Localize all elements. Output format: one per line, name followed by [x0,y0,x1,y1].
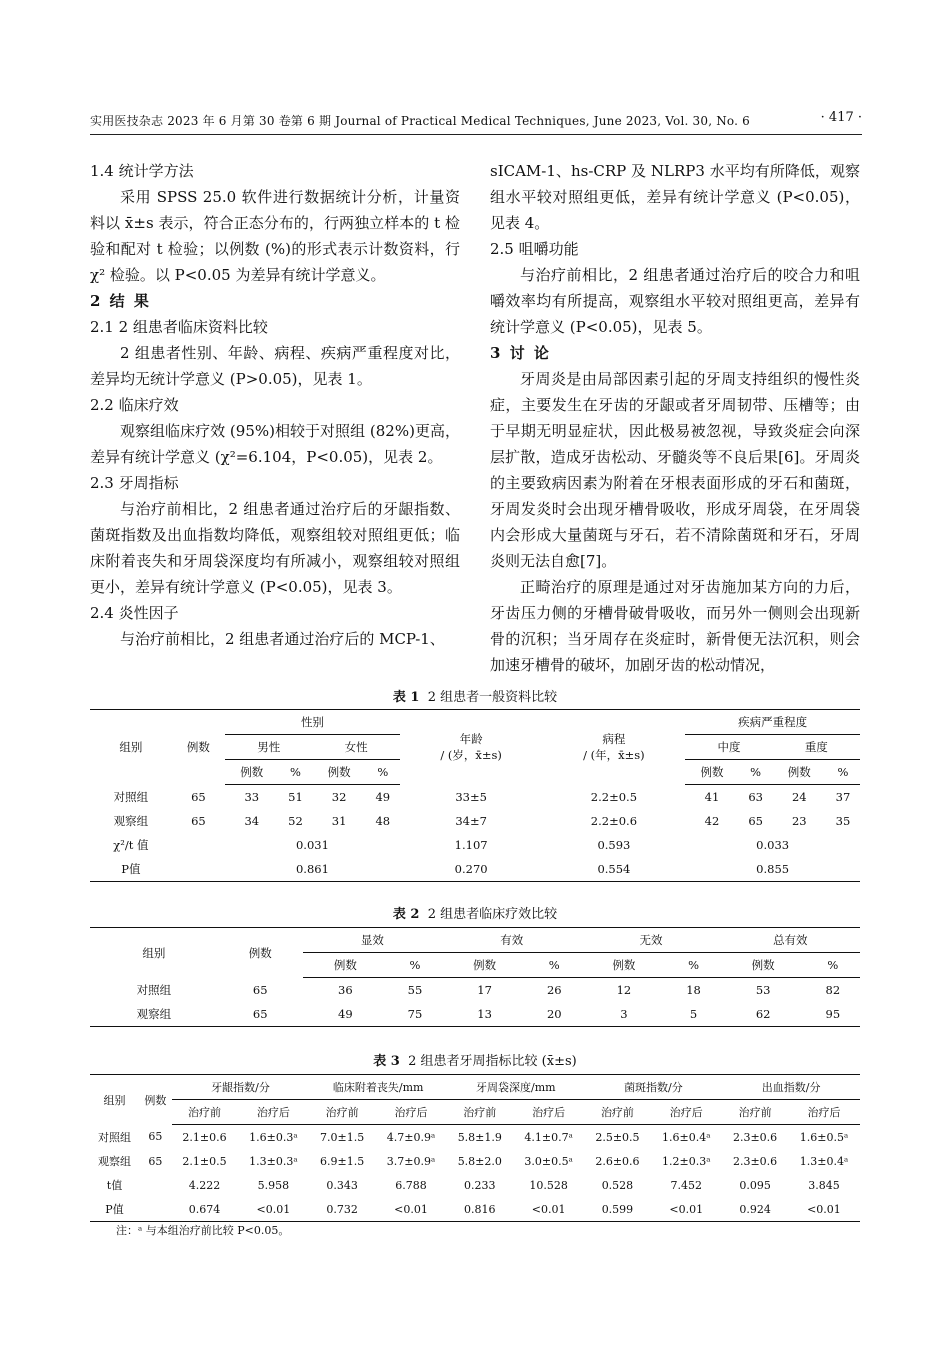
cell: 35 [835,814,851,828]
section-title: 2.1 2 组患者临床资料比较 [90,318,268,336]
table1-caption [90,686,860,705]
cell: 36 [338,983,353,997]
cell: 33±5 [455,789,487,804]
cell: 24 [791,790,807,804]
cell: 5.8±2.0 [457,1154,502,1168]
section-title: 3 讨 论 [490,344,551,362]
cell: 0.033 [756,838,790,852]
table-row [90,833,860,857]
cell: 1.3±0.3ᵃ [249,1154,298,1168]
col-header: 例数 [581,953,666,978]
cell: 53 [755,983,771,997]
col-header: 例数 [172,710,225,785]
cell: 0.031 [295,838,329,852]
table-row [90,1149,860,1173]
cell: 0.095 [739,1178,771,1192]
table-title: 2 组患者牙周指标比较 (x̄±s) [408,1054,577,1069]
cell: <0.01 [375,1197,447,1222]
table-title: 2 组患者临床疗效比较 [427,907,558,922]
cell: 62 [721,1002,806,1027]
table-row [90,809,860,833]
col-header: 治疗前 [447,1100,513,1125]
cell: 65 [148,1154,163,1168]
col-header: 组别 [90,1075,139,1125]
table-row [90,1173,860,1197]
left-column [90,158,460,652]
cell: 1.6±0.3ᵃ [249,1130,298,1144]
table-title: 2 组患者一般资料比较 [427,690,558,705]
cell: 2.3±0.6 [732,1154,778,1168]
cell: <0.01 [788,1197,860,1222]
cell: 3.845 [808,1178,840,1192]
cell: 65 [218,1002,303,1027]
col-header: % [666,953,720,978]
cell: 65 [748,814,763,828]
col-header: 例数 [218,928,303,978]
cell: 0.343 [326,1178,358,1192]
cell: 5 [666,1002,720,1027]
col-header: 女性 [312,735,399,760]
table2 [90,927,860,1027]
cell: 34±7 [455,814,487,828]
section-title: 2.5 咀嚼功能 [490,240,579,258]
paragraph: sICAM-1、hs-CRP 及 NLRP3 水平均有所降低，观察组水平较对照组更低，差异有统计学意义 (P<0.05)，见表 4。 [490,162,860,232]
col-header: 治疗前 [722,1100,788,1125]
paragraph: 观察组临床疗效 (95%)相较于对照组 (82%)更高，差异有统计学意义 (χ²=6.104，P<0.05)，见表 2。 [90,422,460,466]
table-note: 注：ᵃ 与本组治疗前比较 P<0.05。 [116,1224,290,1237]
cell: 对照组 [136,982,172,997]
col-header: 治疗后 [788,1100,860,1125]
cell: 65 [148,1130,163,1144]
col-header: 例数 [773,760,826,785]
cell: 4.1±0.7ᵃ [524,1130,573,1144]
cell: 3.7±0.9ᵃ [386,1154,436,1168]
table3-caption [90,1050,860,1069]
cell: 4.222 [188,1178,221,1192]
section-title: 2.4 炎性因子 [90,604,179,622]
cell: 2.2±0.5 [590,789,638,804]
running-header [90,110,862,135]
col-header: 总有效 [721,928,860,953]
col-header [400,710,543,785]
col-header: % [806,953,860,978]
cell: 1.3±0.4ᵃ [799,1154,849,1168]
col-header: 临床附着丧失/mm [309,1075,447,1100]
cell: 观察组 [98,1155,131,1168]
paragraph: 与治疗前相比，2 组患者通过治疗后的咬合力和咀嚼效率均有所提高，观察组水平较对照组更高，差异有统计学意义 (P<0.05)，见表 5。 [490,266,860,336]
cell: 0.528 [601,1178,634,1192]
cell: 4.7±0.9ᵃ [386,1130,436,1144]
cell: 3 [581,1002,666,1027]
col-header: 疾病严重程度 [685,710,860,735]
col-header: 菌斑指数/分 [585,1075,723,1100]
cell: 49 [375,790,391,804]
col-header: 例数 [225,760,278,785]
table-row [90,785,860,810]
col-header: 组别 [90,710,172,785]
cell: <0.01 [237,1197,309,1222]
col-header: 性别 [225,710,400,735]
table-row [90,978,860,1003]
cell: 51 [288,790,303,804]
cell: 0.855 [685,857,860,882]
cell: 0.270 [400,857,543,882]
page-number: · 417 · [820,110,862,125]
col-header: 例数 [139,1075,172,1125]
col-header: 无效 [581,928,720,953]
cell: 65 [191,789,206,804]
paragraph: 牙周炎是由局部因素引起的牙周支持组织的慢性炎症，主要发生在牙齿的牙龈或者牙周韧带、压槽等；由于早期无明显症状，因此极易被忽视，导致炎症会向深层扩散，造成牙齿松动、牙髓炎等不良后果[6]。牙周炎的主要致病因素为附着在牙根表面形成的牙石和菌斑，牙周发炎时会出现牙槽骨吸收，形成牙周袋，在牙周袋内会形成大量菌斑与牙石，若不清除菌斑和牙石，牙周炎则无法自愈[7]。 [490,370,860,570]
col-header: 牙周袋深度/mm [447,1075,585,1100]
cell: 41 [704,790,720,804]
cell: 10.528 [529,1178,568,1192]
cell: 0.599 [585,1197,651,1222]
cell: 82 [825,983,841,997]
cell: 0.924 [722,1197,788,1222]
cell: P值 [90,1197,139,1222]
col-header: 例数 [721,953,806,978]
cell: 42 [704,814,720,828]
cell: 0.593 [597,838,631,852]
cell: 55 [407,983,423,997]
col-header: 例数 [685,760,738,785]
cell: 0.554 [543,857,686,882]
cell: 观察组 [113,814,149,828]
section-title: 2 结 果 [90,292,151,310]
cell: 12 [616,983,632,997]
cell: 2.1±0.6 [182,1130,227,1144]
cell: 0.732 [309,1197,375,1222]
col-header: 例数 [442,953,527,978]
cell: 对照组 [98,1130,131,1144]
cell: 95 [806,1002,860,1027]
col-header: % [739,760,773,785]
cell: 2.2±0.6 [590,814,638,828]
table3 [90,1074,860,1222]
table-row [90,1002,860,1027]
cell: 65 [191,814,206,828]
cell: 33 [244,790,260,804]
table-number: 表 1 [392,690,420,705]
cell: 17 [477,983,492,997]
journal-info: 实用医技杂志 2023 年 6 月第 30 卷第 6 期 Journal of Practical Medical Techniques, June 2023, Vol. 30, No. 6 [90,114,751,128]
cell: 对照组 [113,789,149,804]
cell: 1.6±0.5ᵃ [799,1130,849,1144]
cell: 34 [244,814,260,828]
cell: 32 [331,790,347,804]
col-header: 出血指数/分 [722,1075,860,1100]
table2-caption [90,903,860,922]
paragraph: 与治疗前相比，2 组患者通过治疗后的 MCP-1、 [120,630,445,648]
cell: t值 [106,1179,123,1192]
paragraph: 2 组患者性别、年龄、病程、疾病严重程度对比，差异均无统计学意义 (P>0.05)，见表 1。 [90,344,460,388]
cell: 75 [388,1002,442,1027]
cell: 2.1±0.5 [182,1154,227,1168]
cell: 1.6±0.4ᵃ [662,1130,711,1144]
col-header: % [366,760,400,785]
col-header: 中度 [685,735,772,760]
cell: 0.861 [225,857,400,882]
table-number: 表 2 [392,907,420,922]
col-header: 有效 [442,928,581,953]
cell: 0.674 [172,1197,238,1222]
cell: 49 [303,1002,388,1027]
cell: <0.01 [650,1197,722,1222]
col-header: 治疗后 [513,1100,585,1125]
col-header: 治疗前 [172,1100,238,1125]
cell: χ²/t 值 [113,838,149,852]
course-label: 病程 [602,732,626,747]
cell: 13 [442,1002,527,1027]
course-unit: / (年，x̄±s) [583,748,645,763]
col-header: 例数 [312,760,365,785]
table-row [90,857,860,882]
cell: 7.0±1.5 [320,1130,365,1144]
col-header: 男性 [225,735,312,760]
col-header: 组别 [90,928,218,978]
table1 [90,709,860,882]
cell: <0.01 [513,1197,585,1222]
cell: 18 [686,983,701,997]
cell: 31 [331,814,347,828]
paragraph: 采用 SPSS 25.0 软件进行数据统计分析，计量资料以 x̄±s 表示，符合正态分布的，行两独立样本的 t 检验和配对 t 检验；以例数 (%)的形式表示计数资料，行χ² 检验。以 P<0.05 为差异有统计学意义。 [90,188,460,284]
col-header: % [826,760,860,785]
col-header: 牙龈指数/分 [172,1075,310,1100]
cell: 48 [375,814,391,828]
cell: 0.816 [447,1197,513,1222]
section-title: 2.3 牙周指标 [90,474,179,492]
cell: 2.5±0.5 [595,1130,640,1144]
cell: 7.452 [670,1178,703,1192]
paragraph: 与治疗前相比，2 组患者通过治疗后的牙龈指数、菌斑指数及出血指数均降低，观察组较对照组更低；临床附着丧失和牙周袋深度均有所减小，观察组较对照组更小，差异有统计学意义 (P<0.05)，见表 3。 [90,500,460,596]
table-number: 表 3 [373,1054,400,1069]
col-header: 治疗前 [309,1100,375,1125]
cell: 20 [527,1002,581,1027]
cell: 23 [791,814,807,828]
col-header: 显效 [303,928,442,953]
age-label: 年龄 [459,732,483,747]
col-header: 例数 [303,953,388,978]
table-row [90,1125,860,1150]
cell: 0.233 [464,1178,496,1192]
table-row [90,1197,860,1222]
cell: 63 [748,790,763,804]
col-header: 治疗后 [650,1100,722,1125]
col-header: % [527,953,581,978]
paragraph: 正畸治疗的原理是通过对牙齿施加某方向的力后，牙齿压力侧的牙槽骨破骨吸收，而另外一侧则会出现新骨的沉积；当牙周存在炎症时，新骨便无法沉积，则会加速牙槽骨的破坏，加剧牙齿的松动情况， [490,578,860,674]
col-header: 治疗后 [375,1100,447,1125]
cell: 观察组 [90,1002,218,1027]
cell: 5.958 [257,1178,290,1192]
cell: 2.6±0.6 [595,1154,640,1168]
cell: 3.0±0.5ᵃ [524,1154,573,1168]
col-header: % [278,760,312,785]
col-header: 重度 [773,735,860,760]
col-header [543,710,686,785]
cell: 6.788 [395,1178,427,1192]
col-header: 治疗后 [237,1100,309,1125]
cell: 1.2±0.3ᵃ [662,1154,711,1168]
cell: 5.8±1.9 [457,1130,502,1144]
cell: 37 [835,790,851,804]
col-header: % [388,953,442,978]
age-unit: / (岁，x̄±s) [440,748,502,763]
cell: P值 [90,857,172,882]
cell: 2.3±0.6 [732,1130,778,1144]
cell: 1.107 [454,838,488,852]
section-title: 1.4 统计学方法 [90,162,194,180]
cell: 6.9±1.5 [320,1154,365,1168]
cell: 65 [252,982,268,997]
cell: 52 [288,814,303,828]
right-column [490,158,860,678]
cell: 26 [546,983,562,997]
col-header: 治疗前 [585,1100,651,1125]
section-title: 2.2 临床疗效 [90,396,179,414]
